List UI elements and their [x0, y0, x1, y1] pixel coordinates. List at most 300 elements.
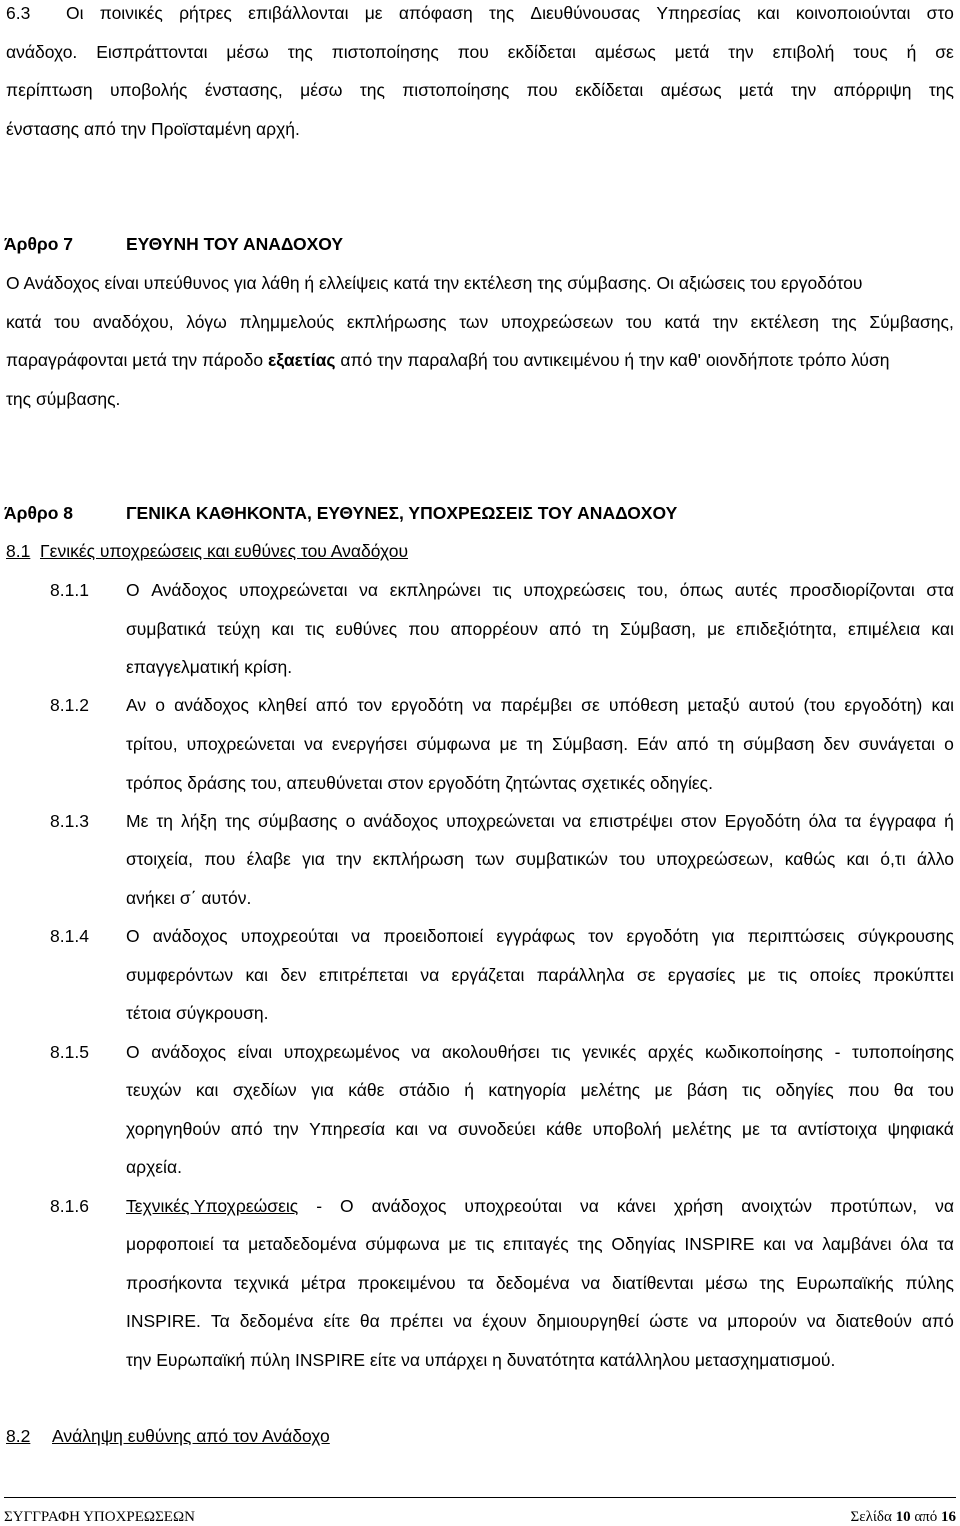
word: και — [757, 3, 780, 23]
word: προκύπτει — [873, 965, 954, 985]
word: INSPIRE — [684, 1234, 755, 1254]
word: να — [562, 811, 582, 831]
word: από — [549, 619, 582, 639]
word: κατά — [664, 312, 700, 332]
footer-page-number — [851, 1508, 956, 1526]
word: με — [499, 734, 518, 754]
word: παρέμβει — [500, 695, 573, 715]
word: με — [448, 1234, 467, 1254]
word: διατίθενται — [612, 1273, 694, 1293]
word: υποχρεώνεται — [446, 811, 555, 831]
word: να — [698, 1311, 718, 1331]
word: και — [195, 1080, 219, 1100]
word: υποχρεώνεται — [186, 734, 296, 754]
word: του — [54, 312, 81, 332]
word: ανάδοχο. — [6, 42, 78, 62]
word: την — [336, 849, 362, 869]
word: ο — [944, 734, 954, 754]
word: εκδίδεται — [507, 42, 576, 62]
item-line — [126, 1311, 954, 1331]
word: - — [316, 1196, 323, 1216]
word: την — [790, 80, 817, 100]
item-line — [126, 849, 954, 869]
item-line — [126, 926, 954, 946]
word: τη — [717, 734, 735, 754]
word: μετά — [738, 80, 774, 100]
word: υπόθεση — [608, 695, 679, 715]
word: και — [245, 965, 269, 985]
word: από — [315, 695, 348, 715]
word: ανάδοχος — [363, 811, 439, 831]
word: είναι — [237, 1042, 273, 1062]
word: τα — [467, 1273, 485, 1293]
word: ποινικές — [99, 3, 163, 23]
word: για — [311, 1080, 334, 1100]
word: δεδομένα — [239, 1311, 314, 1331]
word: της — [287, 42, 313, 62]
word: λαμβάνει — [822, 1234, 892, 1254]
word: κατηγορία — [488, 1080, 567, 1100]
technical-obligations-label: Τεχνικές Υποχρεώσεις — [126, 1196, 299, 1216]
para-line: ένστασης από την Προϊσταμένη αρχή. — [6, 119, 300, 139]
word: ή — [906, 42, 917, 62]
word: αμέσως — [660, 80, 722, 100]
word: Σύμβαση. — [552, 734, 629, 754]
page-label: Σελίδα — [850, 1509, 892, 1525]
word: υποχρεώσεις — [523, 580, 626, 600]
word: στοιχεία, — [126, 849, 193, 869]
word: μεταξύ — [687, 695, 740, 715]
word: την — [273, 1119, 299, 1139]
word: να — [411, 1042, 431, 1062]
word: μέσω — [226, 42, 269, 62]
word: κωδικοποίησης — [704, 1042, 823, 1062]
word: επιτρέπεται — [319, 965, 408, 985]
para-number: 6.3 — [6, 3, 31, 23]
word: Διευθύνουσας — [530, 3, 641, 23]
word: σε — [636, 965, 656, 985]
word: διατεθούν — [835, 1311, 912, 1331]
article-7-title: ΕΥΘΥΝΗ ΤΟΥ ΑΝΑΔΟΧΟΥ — [126, 234, 344, 254]
word: εργοδότη) — [844, 695, 923, 715]
word: με — [654, 1080, 673, 1100]
word: αμέσως — [594, 42, 656, 62]
word: ρήτρες — [179, 3, 232, 23]
word: απόρριψη — [833, 80, 912, 100]
word: με — [742, 1119, 760, 1139]
word: στο — [926, 3, 954, 23]
word: αυτού — [748, 695, 795, 715]
word: εργασίες — [667, 965, 736, 985]
article-8-label: Άρθρο 8 — [4, 503, 74, 523]
word: που — [848, 1080, 880, 1100]
word: που — [526, 80, 558, 100]
word: τρίτου, — [126, 734, 178, 754]
word: συμβατικών — [515, 849, 608, 869]
item-line — [126, 811, 954, 831]
word: επιταγές — [503, 1234, 569, 1254]
word: να — [453, 1311, 473, 1331]
word: ανάδοχος — [371, 1196, 447, 1216]
word: Εργοδότη — [724, 811, 801, 831]
word: υποχρεούται — [464, 1196, 562, 1216]
word: προτύπων, — [830, 1196, 918, 1216]
article-7-line — [6, 312, 954, 332]
word: εργοδότη — [391, 695, 464, 715]
word: Εισπράττονται — [96, 42, 208, 62]
word: στα — [926, 580, 954, 600]
word: λήξη — [180, 811, 218, 831]
word: της — [928, 80, 954, 100]
word: επιμέλεια — [848, 619, 921, 639]
word: Με — [126, 811, 149, 831]
word: πρέπει — [389, 1311, 444, 1331]
word: μορφοποιεί — [126, 1234, 214, 1254]
word: προσήκοντα — [126, 1273, 223, 1293]
word: Σύμβασης, — [869, 312, 954, 332]
word: υποχρεώσεων, — [656, 849, 774, 869]
word: του — [625, 312, 652, 332]
word: είτε — [323, 1311, 350, 1331]
word: να — [304, 734, 323, 754]
word: υποχρεούται — [240, 926, 339, 946]
word: να — [472, 695, 492, 715]
word: από — [676, 734, 709, 754]
word: επιδεξιότητα, — [736, 619, 837, 639]
word: λόγω — [186, 312, 227, 332]
item-line — [126, 619, 954, 639]
word: και — [931, 619, 954, 639]
item-number: 8.1.5 — [50, 1042, 89, 1062]
word: έλαβε — [246, 849, 291, 869]
word: υποχρεώνεται — [239, 580, 348, 600]
word: τεύχη — [217, 619, 261, 639]
word: υποβολής — [109, 80, 188, 100]
word: τους — [853, 42, 888, 62]
word: στον — [680, 811, 717, 831]
word: πύλης — [905, 1273, 954, 1293]
item-number: 8.1.6 — [50, 1196, 89, 1216]
section-8-2-title: Ανάληψη ευθύνης από τον Ανάδοχο — [52, 1426, 330, 1446]
word: κάνει — [616, 1196, 656, 1216]
word: θα — [893, 1080, 914, 1100]
word: Οδηγίας — [611, 1234, 676, 1254]
word: του, — [637, 580, 669, 600]
word: συμφερόντων — [126, 965, 234, 985]
word: (του — [803, 695, 836, 715]
word: να — [935, 1196, 954, 1216]
word: Ο — [126, 580, 140, 600]
word: Εάν — [637, 734, 668, 754]
word: προειδοποιεί — [383, 926, 484, 946]
word: μπορούν — [727, 1311, 797, 1331]
word: ακολουθήσει — [441, 1042, 540, 1062]
item-line — [126, 1119, 954, 1139]
word: γενικές — [582, 1042, 637, 1062]
article-7-line — [6, 350, 890, 370]
word: κοινοποιούνται — [795, 3, 911, 23]
word: με — [747, 965, 766, 985]
item-number: 8.1.2 — [50, 695, 89, 715]
item-line — [126, 695, 954, 715]
word: ό,τι — [880, 849, 906, 869]
word: τις — [551, 1042, 571, 1062]
word: τα — [770, 1119, 788, 1139]
word: να — [428, 1119, 448, 1139]
word: τη — [592, 619, 609, 639]
word: την — [728, 42, 754, 62]
word: κάθε — [348, 1080, 385, 1100]
word: δημιουργηθεί — [536, 1311, 640, 1331]
word: σύμφωνα — [416, 734, 491, 754]
word: Ο — [339, 1196, 354, 1216]
item-line — [126, 1042, 954, 1062]
word: να — [359, 580, 379, 600]
word: ανάδοχος — [152, 926, 228, 946]
word: τεχνικά — [233, 1273, 290, 1293]
word: εκπλήρωση — [372, 849, 464, 869]
item-line — [126, 734, 954, 754]
word: ευθύνες — [335, 619, 398, 639]
para-line — [66, 3, 954, 23]
word: της — [359, 80, 385, 100]
word: πιστοποίησης — [331, 42, 439, 62]
word: σύμβαση — [743, 734, 815, 754]
word: παράλληλα — [536, 965, 625, 985]
word: περίπτωση — [6, 80, 93, 100]
word: επιστρέψει — [589, 811, 673, 831]
word: τα — [937, 1234, 954, 1254]
word: επιβάλλονται — [248, 3, 349, 23]
para-line — [6, 42, 954, 62]
word: Υπηρεσίας — [656, 3, 741, 23]
word: να — [351, 926, 371, 946]
item-line: τρόπος δράσης του, απευθύνεται στον εργοδότη ζητώντας σχετικές οδηγίες. — [126, 773, 713, 793]
word: Σύμβαση, — [619, 619, 696, 639]
word: Ο — [126, 926, 140, 946]
word: κληθεί — [258, 695, 307, 715]
section-8-1-title: Γενικές υποχρεώσεις και ευθύνες του Αναδόχου — [40, 541, 409, 561]
word: βάση — [686, 1080, 728, 1100]
word: εκπληρώνει — [389, 580, 481, 600]
article-7-text: παραγράφονται μετά την πάροδο — [6, 350, 264, 370]
word: που — [457, 42, 489, 62]
word: να — [420, 965, 440, 985]
word: σε — [581, 695, 600, 715]
item-number: 8.1.4 — [50, 926, 89, 946]
word: κατά — [6, 312, 42, 332]
word: σύμβασης — [258, 811, 338, 831]
word: με — [364, 3, 383, 23]
word: ή — [944, 811, 954, 831]
word: ένστασης, — [204, 80, 283, 100]
word: να — [579, 1196, 599, 1216]
word: έχουν — [482, 1311, 527, 1331]
word: Υπηρεσία — [309, 1119, 386, 1139]
word: της — [759, 1273, 785, 1293]
word: οποίες — [809, 965, 861, 985]
word: πλημμελούς — [239, 312, 335, 332]
item-number: 8.1.1 — [50, 580, 89, 600]
word: χρήση — [673, 1196, 724, 1216]
word: οδηγίες — [775, 1080, 834, 1100]
word: Οι — [66, 3, 84, 23]
word: θα — [359, 1311, 380, 1331]
word: μελέτης — [672, 1119, 732, 1139]
word: της — [224, 811, 251, 831]
item-number: 8.1.3 — [50, 811, 89, 831]
word: όλα — [808, 811, 837, 831]
word: των — [475, 849, 505, 869]
word: τα — [844, 811, 862, 831]
word: εκτέλεση — [750, 312, 819, 332]
word: περιπτώσεις — [747, 926, 845, 946]
article-7-label: Άρθρο 7 — [4, 234, 74, 254]
word: έγγραφα — [869, 811, 937, 831]
word: ο — [155, 695, 165, 715]
word: τα — [222, 1234, 240, 1254]
word: τις — [305, 619, 325, 639]
word: προσδιορίζονται — [789, 580, 915, 600]
word: να — [581, 1273, 601, 1293]
word: της — [577, 1234, 603, 1254]
word: μελέτης — [580, 1080, 641, 1100]
word: ενεργήσει — [331, 734, 408, 754]
word: επιβολή — [772, 42, 835, 62]
item-line: ανήκει σ΄ αυτόν. — [126, 888, 252, 908]
word: από — [921, 1311, 954, 1331]
word: του — [928, 1080, 954, 1100]
word: σε — [935, 42, 954, 62]
word: τις — [778, 965, 798, 985]
word: για — [302, 849, 325, 869]
article-7-line: Ο Ανάδοχος είναι υπεύθυνος για λάθη ή ελλείψεις κατά την εκτέλεση της σύμβασης. Οι αξιώσεις του εργοδότου — [6, 273, 863, 293]
word: για — [711, 926, 735, 946]
word: μέσω — [705, 1273, 748, 1293]
word: συνοδεύει — [457, 1119, 536, 1139]
item-line: επαγγελματική κρίση. — [126, 657, 293, 677]
word: εκπλήρωσης — [346, 312, 447, 332]
item-line: αρχεία. — [126, 1157, 182, 1177]
word: και — [271, 619, 295, 639]
word: με — [707, 619, 725, 639]
word: όλα — [900, 1234, 929, 1254]
word: εκδίδεται — [575, 80, 644, 100]
section-8-2-number: 8.2 — [6, 1426, 31, 1446]
emphasis-text: εξαετίας — [267, 350, 336, 370]
page-current: 10 — [895, 1509, 911, 1525]
word: αντίστοιχα — [797, 1119, 878, 1139]
word: μέτρα — [300, 1273, 346, 1293]
word: Αν — [126, 695, 147, 715]
section-8-1-number: 8.1 — [6, 541, 31, 561]
word: στάδιο — [398, 1080, 450, 1100]
article-7-line: της σύμβασης. — [6, 389, 121, 409]
item-line — [126, 1234, 954, 1254]
article-8-title: ΓΕΝΙΚΑ ΚΑΘΗΚΟΝΤΑ, ΕΥΘΥΝΕΣ, ΥΠΟΧΡΕΩΣΕΙΣ ΤΟΥ ΑΝΑΔΟΧΟΥ — [126, 503, 678, 523]
word: ανάδοχος — [151, 1042, 227, 1062]
word: κάθε — [545, 1119, 583, 1139]
word: να — [806, 1311, 826, 1331]
word: απόφαση — [398, 3, 473, 23]
footer-divider — [4, 1497, 956, 1498]
word: υποχρεώσεων — [500, 312, 614, 332]
word: Ο — [126, 1042, 140, 1062]
word: τη — [156, 811, 173, 831]
word: Τα — [210, 1311, 230, 1331]
word: της — [489, 3, 515, 23]
word: από — [230, 1119, 263, 1139]
word: αυτές — [734, 580, 778, 600]
word: να — [794, 1234, 814, 1254]
word: που — [204, 849, 236, 869]
word: πιστοποίησης — [402, 80, 510, 100]
article-7-text: από την παραλαβή του αντικειμένου ή την καθ' οιονδήποτε τρόπο λύση — [340, 350, 890, 370]
word: μετά — [674, 42, 710, 62]
word: υποχρεωμένος — [283, 1042, 400, 1062]
word: συνάγεται — [858, 734, 936, 754]
word: αρχές — [647, 1042, 694, 1062]
item-line — [126, 1080, 954, 1100]
word: και — [846, 849, 870, 869]
word: υποβολή — [592, 1119, 662, 1139]
word: τις — [475, 1234, 495, 1254]
word: τη — [526, 734, 544, 754]
word: του — [619, 849, 646, 869]
word: ανάδοχος — [174, 695, 249, 715]
word: μέσω — [300, 80, 343, 100]
word: ώστε — [649, 1311, 689, 1331]
word: που — [408, 619, 440, 639]
footer-title: ΣΥΓΓΡΑΦΗ ΥΠΟΧΡΕΩΣΕΩΝ — [4, 1509, 195, 1525]
page-of: από — [914, 1509, 938, 1525]
word: προκειμένου — [357, 1273, 456, 1293]
word: άλλο — [916, 849, 954, 869]
word: δεν — [823, 734, 850, 754]
word: τον — [356, 695, 383, 715]
word: την — [712, 312, 738, 332]
word: INSPIRE. — [126, 1311, 201, 1331]
word: Ευρωπαϊκής — [796, 1273, 894, 1293]
word: εργάζεται — [451, 965, 525, 985]
word: και — [395, 1119, 419, 1139]
word: Ανάδοχος — [151, 580, 228, 600]
word: σχεδίων — [232, 1080, 297, 1100]
word: όπως — [679, 580, 724, 600]
word: συμβατικά — [126, 619, 207, 639]
item-line — [126, 1273, 954, 1293]
word: δεν — [280, 965, 307, 985]
word: ή — [464, 1080, 474, 1100]
word: εργοδότη — [626, 926, 699, 946]
item-line — [126, 965, 954, 985]
word: αναδόχου, — [92, 312, 174, 332]
word: δεδομένα — [495, 1273, 570, 1293]
item-line — [126, 1196, 954, 1216]
word: ψηφιακά — [887, 1119, 954, 1139]
word: και — [763, 1234, 786, 1254]
word: χορηγηθούν — [126, 1119, 221, 1139]
word: σύμφωνα — [365, 1234, 440, 1254]
word: εγγράφως — [496, 926, 576, 946]
word: τις — [741, 1080, 762, 1100]
word: καθώς — [784, 849, 836, 869]
word: ο — [345, 811, 356, 831]
word: μεταδεδομένα — [248, 1234, 357, 1254]
word: της — [831, 312, 857, 332]
item-line: τέτοια σύγκρουση. — [126, 1003, 269, 1023]
word: απορρέουν — [450, 619, 539, 639]
